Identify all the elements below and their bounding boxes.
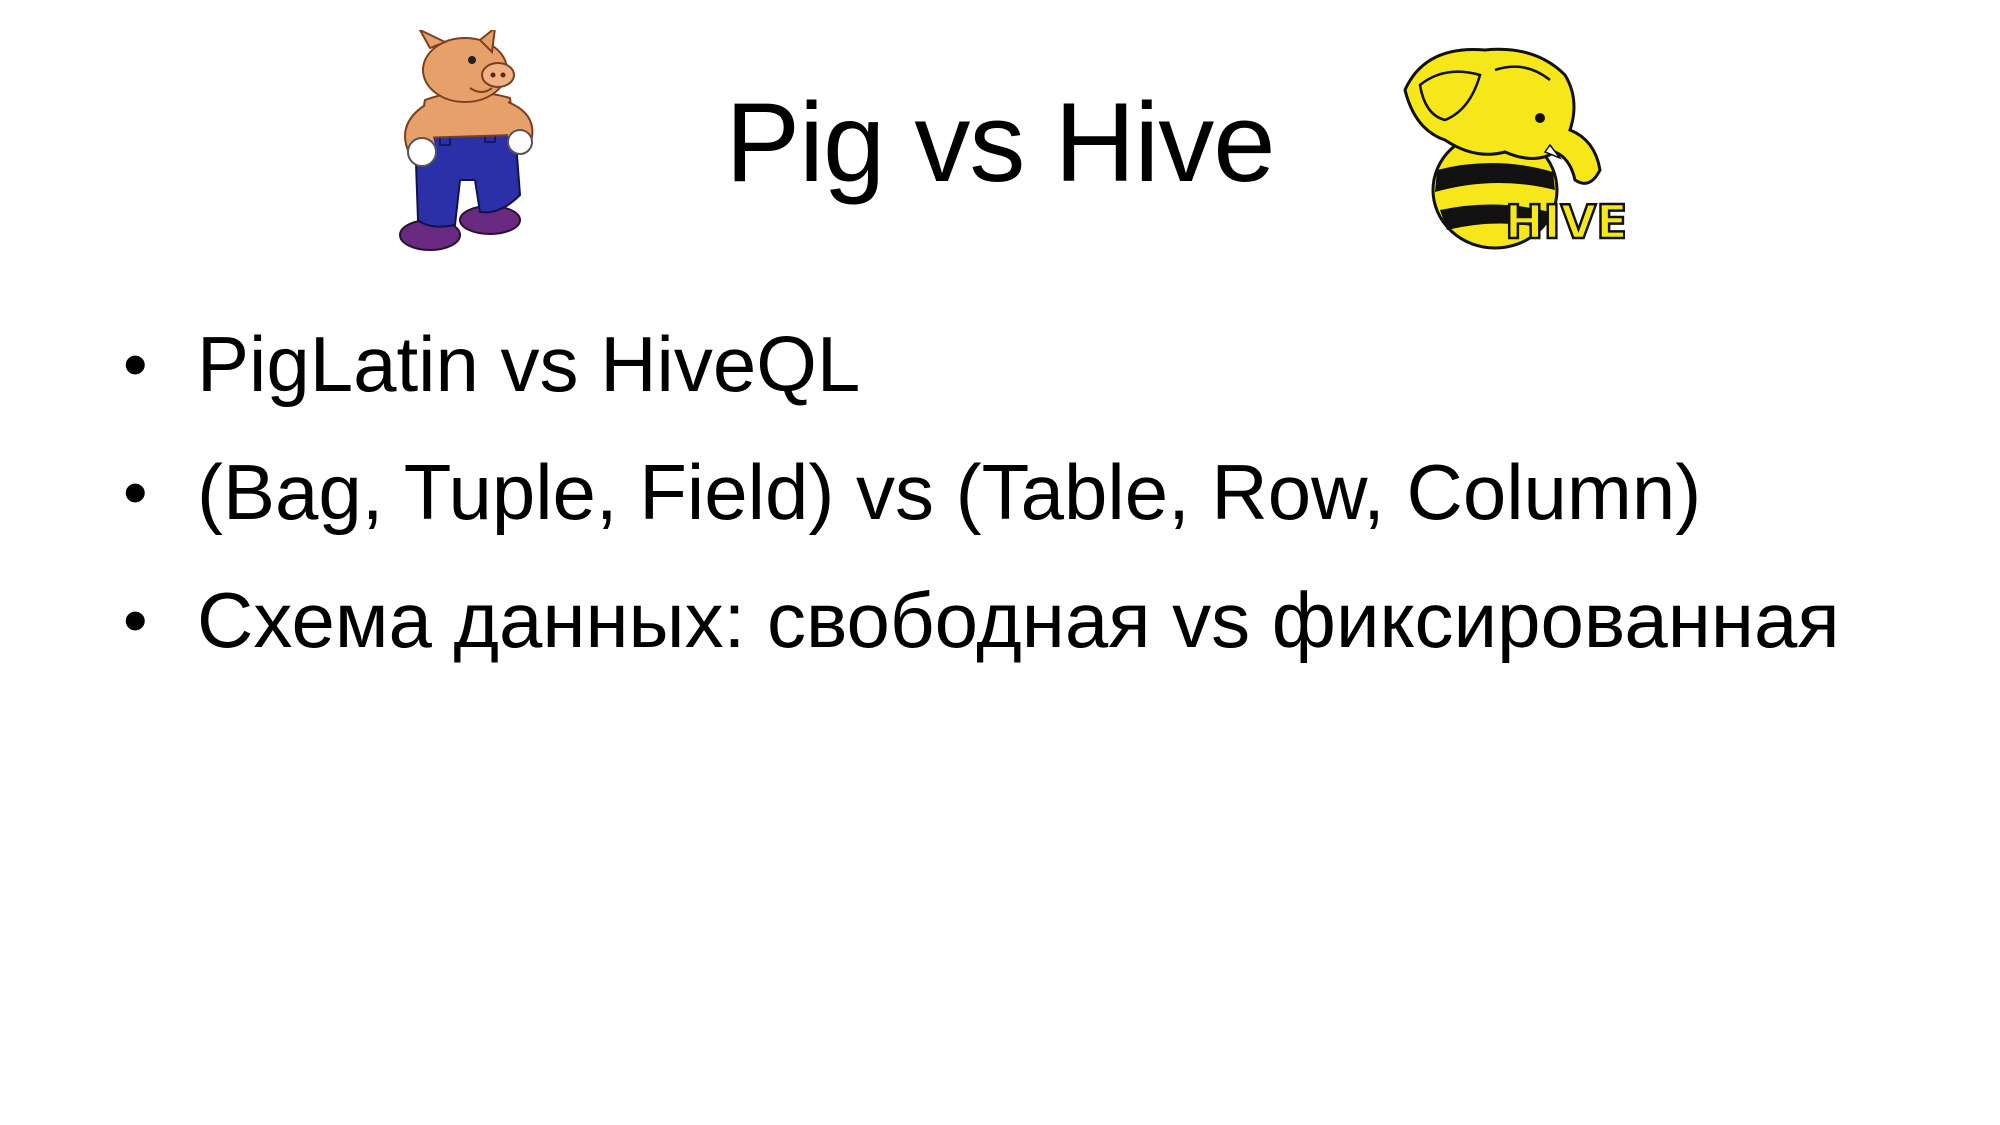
hive-wordmark: HIVE	[1505, 195, 1625, 249]
bullet-marker: •	[123, 453, 148, 531]
bullet-marker: •	[123, 581, 148, 659]
bullet-list	[115, 300, 1840, 684]
bullet-item	[115, 556, 1840, 684]
bullet-text: PigLatin vs HiveQL	[197, 320, 861, 408]
slide-title: Pig vs Hive	[725, 80, 1275, 205]
bullet-marker: •	[123, 325, 148, 403]
hive-bee-elephant-icon	[1385, 40, 1625, 260]
bullet-text: (Bag, Tuple, Field) vs (Table, Row, Column)	[197, 448, 1702, 536]
bullet-item	[115, 428, 1840, 556]
bullet-item	[115, 300, 1840, 428]
bullet-text: Схема данных: свободная vs фиксированная	[197, 576, 1840, 664]
